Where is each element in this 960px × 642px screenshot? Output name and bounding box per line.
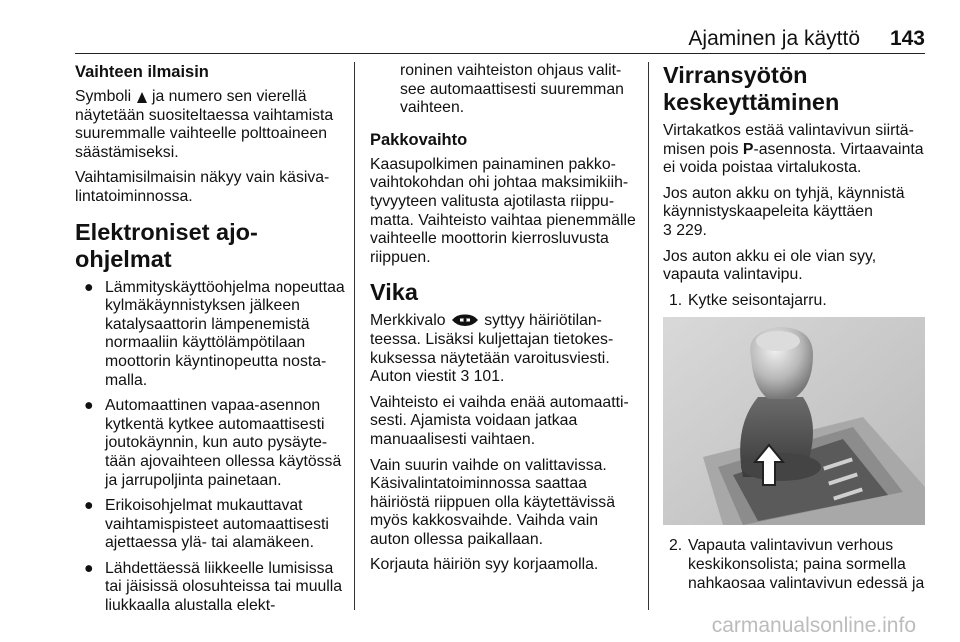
watermark: carmanualsonline.info [711,614,916,637]
heading-electronic-programs: Elektroniset ajo-ohjelmat [75,218,258,272]
bullet-icon: ● [84,278,94,296]
bullet-icon: ● [84,559,94,577]
paragraph [663,122,927,178]
triangle-up-icon [136,91,148,104]
paragraph [75,88,345,162]
header-rule [75,53,925,54]
list-item [75,397,345,490]
page-reference[interactable]: 229. [676,221,707,239]
step-item [663,292,927,311]
step-text: Kytke seisontajarru. [688,291,827,309]
bullet-list [75,279,345,616]
gear-position-p: P [742,140,754,158]
paragraph: Kaasupolkimen painaminen pakkovaihtokohdan ohi johtaa maksimikiihtyvyyteen valitusta ajotilasta riippumatta. Vaihteisto vaihtaa pienemmälle vaihteelle moottorin kierrosluvusta riippuen. [370,155,636,266]
list-item [75,497,345,553]
text: ja numero sen vierellä näytetään suositeltaessa vaihtamista suuremmalle vaihteelle polttoaineen säästämiseksi. [75,88,334,161]
paragraph: Vaihteisto ei vaihda enää automaattisesti. Ajamista voidaan jatkaa manuaalisesti vaihtaen. [370,393,629,448]
list-item-text: Lämmityskäyttöohjelma nopeuttaa kylmäkäynnistyksen jälkeen katalysaattorin lämpenemistä normaaliin käyttölämpötilaan moottorin käyntinopeutta nostamalla. [105,278,345,389]
list-item-text: Automaattinen vapaa-asennon kytkentä kytkee automaattisesti joutokäynnin, kun auto pysäytetään ajovaihteen ollessa käytössä ja jarrupoljinta painetaan. [105,397,342,489]
text: Jos auton akku on tyhjä, käynnistä käynnistyskaapeleita käyttäen [663,184,905,221]
list-item [75,279,345,391]
paragraph [370,312,638,386]
paragraph: Vaihtamisilmaisin näkyy vain käsivalintatoiminnossa. [75,169,330,205]
page-number: 143 [889,27,925,50]
list-item-text: Erikoisohjelmat mukauttavat vaihtamispisteet automaattisesti ajettaessa ylä- tai alamäkeen. [105,497,329,552]
heading-gear-indicator: Vaihteen ilmaisin [75,63,209,81]
gearbox-warning-icon [450,313,480,328]
page-header [0,27,960,55]
paragraph: Vain suurin vaihde on valittavissa. Käsivalintatoiminnossa saattaa häiriöstä riippuen olla käytettävissä myös kakkosvaihde. Vaihda vain auton ollessa paikallaan. [370,456,615,548]
text: Virtakatkos estää valintavivun siirtämisen pois [663,122,914,158]
page-reference-icon: 3 [663,221,672,239]
column-divider [354,62,355,610]
column-2 [370,62,638,582]
gear-selector-photo [663,317,925,525]
column-divider [648,62,649,610]
step-number: 1. [669,291,683,309]
page-reference[interactable]: 101. [473,368,505,386]
running-title: Ajaminen ja käyttö [688,27,860,50]
paragraph [663,185,927,241]
page-reference-icon: 3 [460,368,470,386]
column-1 [75,62,345,623]
text: Merkkivalo [370,312,450,330]
list-item-text: Lähdettäessä liikkeelle lumisissa tai jäisissä olosuhteissa tai muulla liukkaalla alustalla elekt- [105,559,343,615]
column-3 [663,62,927,600]
continued-text: roninen vaihteiston ohjaus valitsee automaattisesti suuremman vaihteen. [400,62,624,117]
bullet-icon: ● [84,397,94,415]
paragraph: Jos auton akku ei ole vian syy, vapauta valintavipu. [663,247,877,284]
text: -asennosta. Virtaavainta ei voida poistaa virtalukosta. [663,140,924,177]
steps-list [663,292,927,311]
step-text: Vapauta valintavivun verhous keskikonsolista; paina sormella nahkaosaa valintavivun edessä ja [688,537,925,592]
paragraph: Korjauta häiriön syy korjaamolla. [370,556,599,574]
list-item [75,560,345,616]
heading-fault: Vika [370,279,418,306]
text: Symboli [75,88,136,105]
step-item [663,537,927,593]
heading-power-interruption: Virransyötön keskeyttäminen [663,62,840,115]
step-number: 2. [669,537,683,555]
text: syttyy häiriötilanteessa. Lisäksi kuljettajan tietokeskuksessa näytetään varoitusviesti. Auton viestit [370,312,614,386]
steps-list [663,537,927,593]
heading-kickdown: Pakkovaihto [370,130,468,149]
bullet-icon: ● [84,497,94,515]
